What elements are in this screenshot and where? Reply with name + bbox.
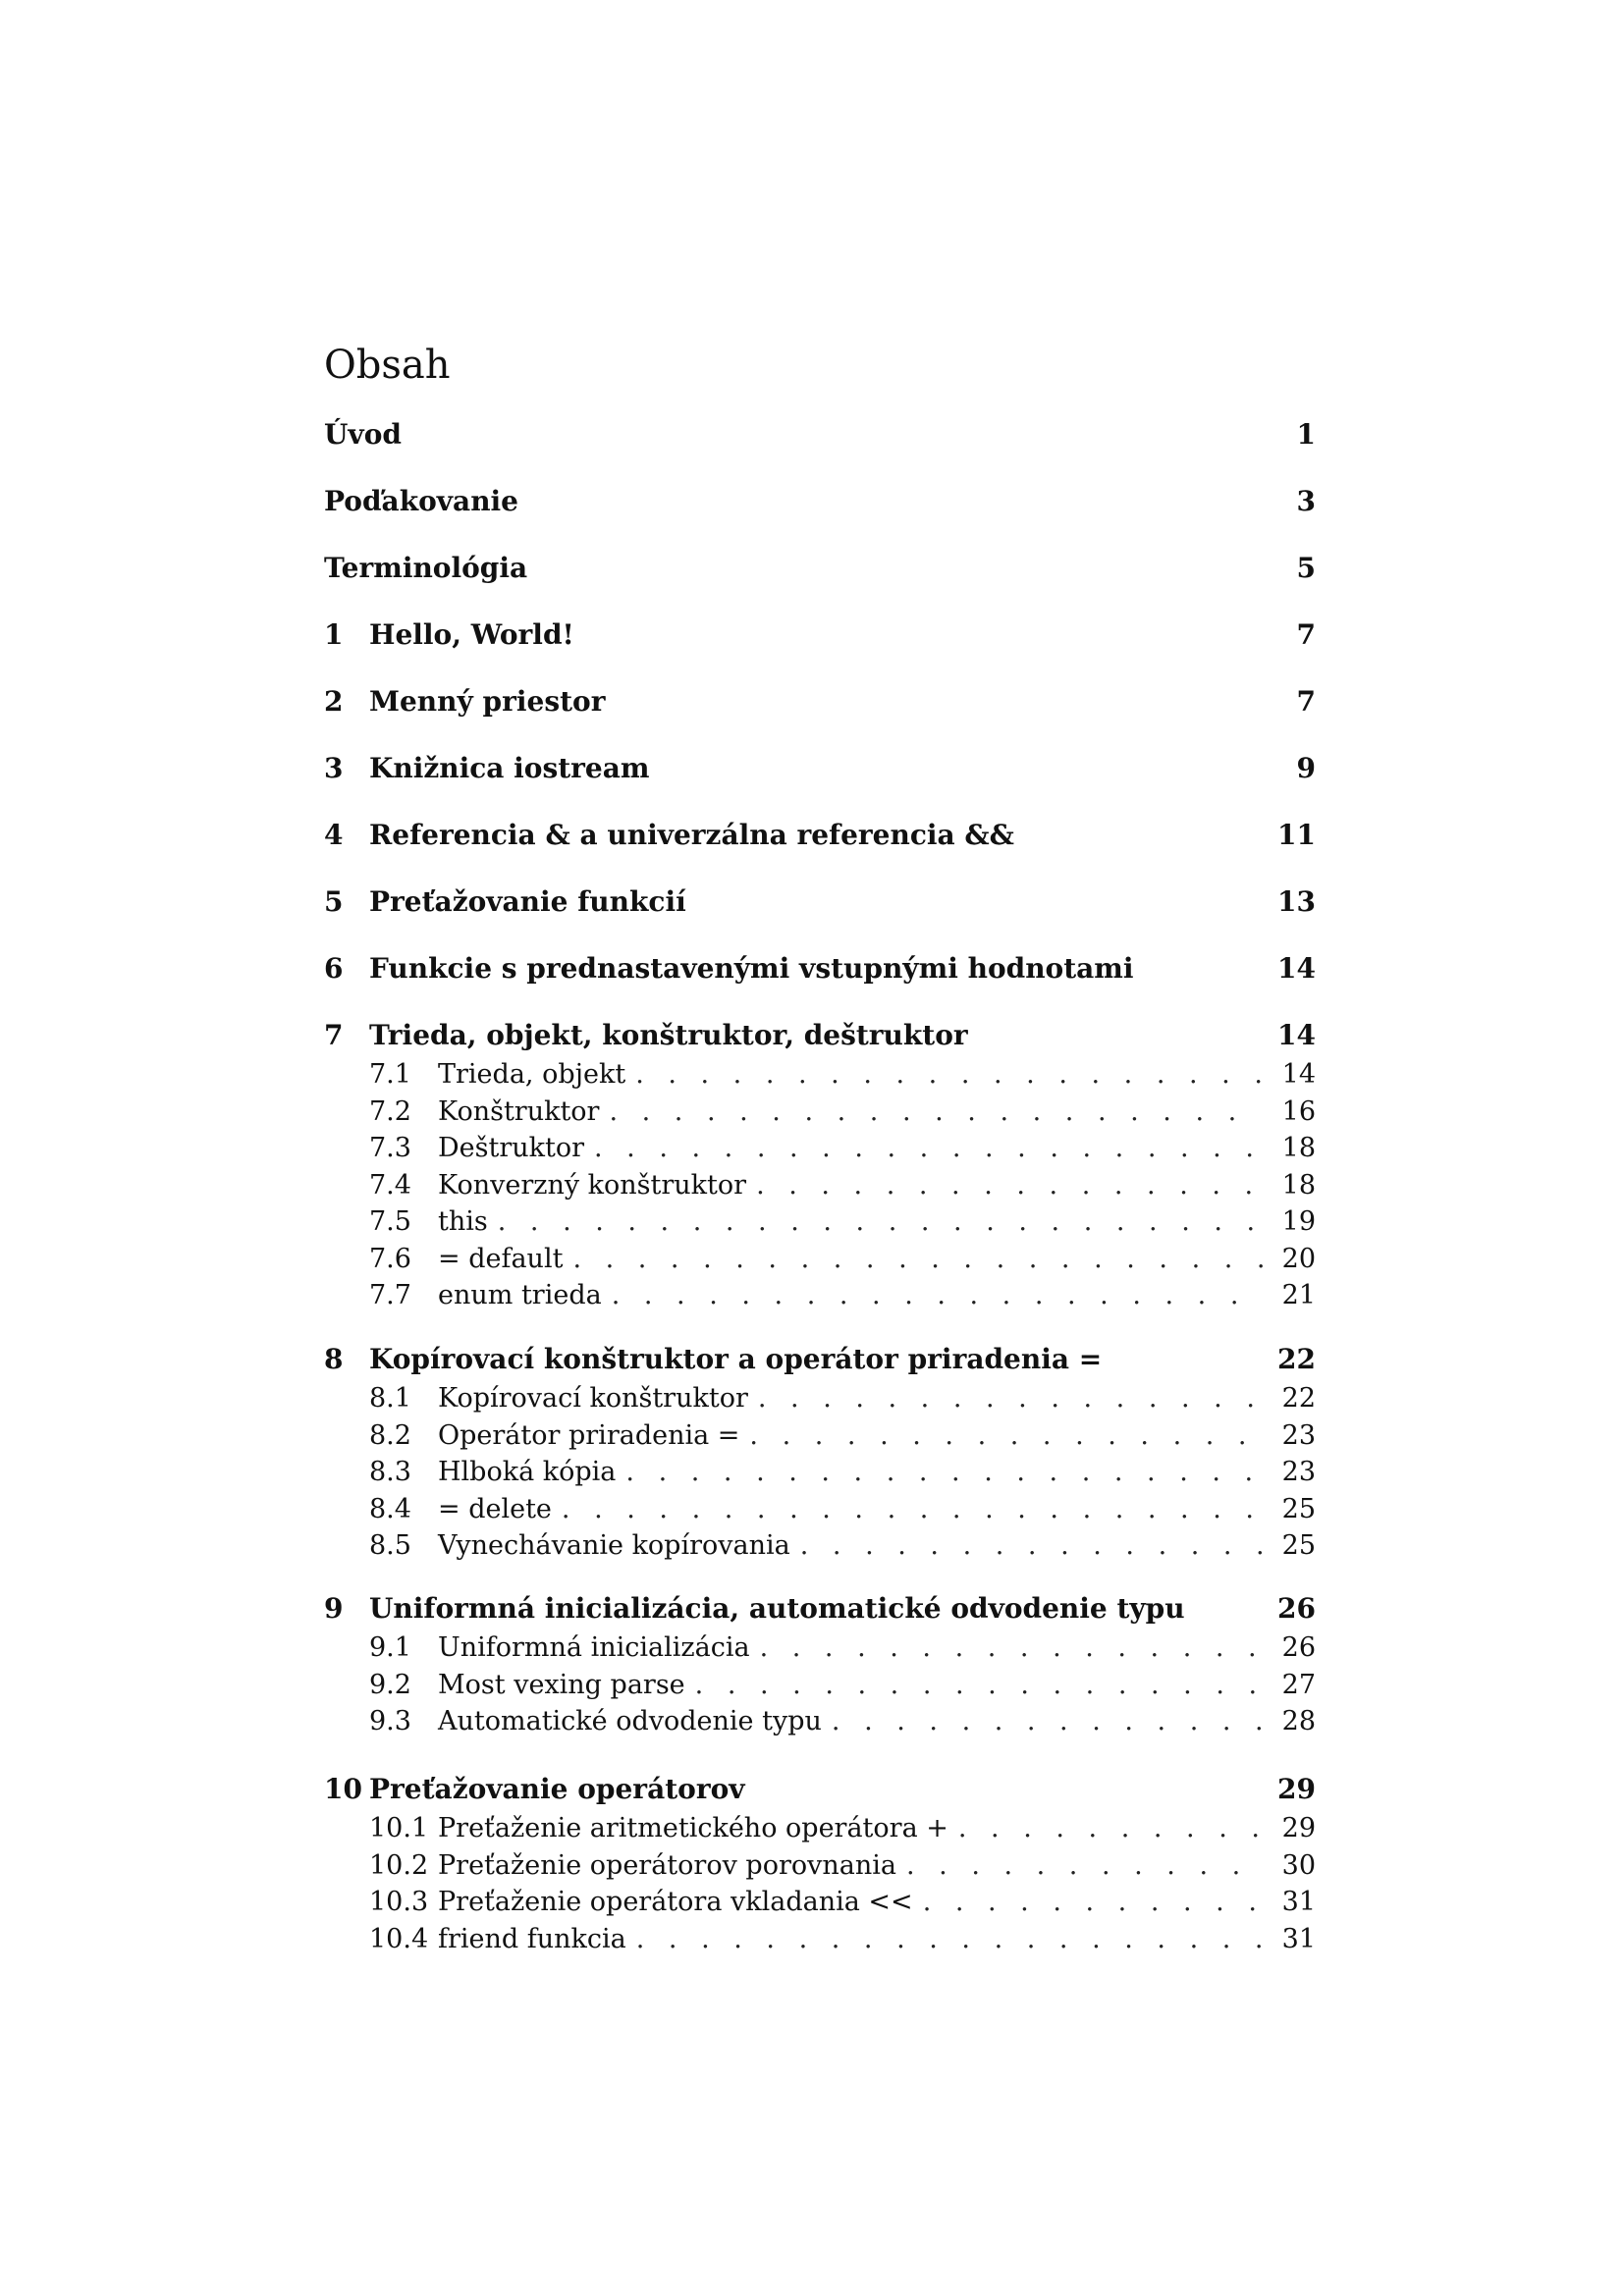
toc-entry-label: Kopírovací konštruktor a operátor priradenia = xyxy=(369,1343,1103,1375)
toc-entry-page: 9 xyxy=(1296,752,1316,784)
toc-subentry[interactable] xyxy=(324,1921,1316,1958)
toc-subentry-page: 19 xyxy=(1281,1206,1316,1237)
toc-entry[interactable] xyxy=(324,613,1316,658)
toc-entry[interactable] xyxy=(324,946,1316,991)
toc-subentry-label: Uniformná inicializácia xyxy=(438,1632,750,1663)
toc-subentry-page: 16 xyxy=(1281,1095,1316,1127)
toc-subentry-label: Deštruktor xyxy=(438,1133,585,1163)
dot-leader xyxy=(594,1130,1263,1167)
toc-subentry-page: 18 xyxy=(1281,1133,1316,1163)
toc-subentry-number: 8.3 xyxy=(369,1457,411,1487)
toc-entry[interactable] xyxy=(324,1586,1316,1631)
toc-subentry[interactable] xyxy=(324,1667,1316,1704)
toc-subentry-number: 8.4 xyxy=(369,1493,411,1524)
toc-subentry-label: Most vexing parse xyxy=(438,1669,685,1700)
toc-subentry-page: 23 xyxy=(1281,1419,1316,1451)
toc-entry-page: 14 xyxy=(1277,952,1316,985)
toc-entry[interactable] xyxy=(324,679,1316,724)
toc-entry-number: 4 xyxy=(324,819,344,851)
toc-subentry[interactable] xyxy=(324,1629,1316,1667)
toc-subentry-number: 10.3 xyxy=(369,1887,429,1917)
dot-leader xyxy=(756,1167,1263,1204)
toc-subentry-page: 14 xyxy=(1281,1059,1316,1090)
toc-entry[interactable] xyxy=(324,479,1316,524)
toc-subentry-page: 18 xyxy=(1281,1169,1316,1201)
toc-entry-page: 1 xyxy=(1296,418,1316,451)
toc-entry[interactable] xyxy=(324,1337,1316,1382)
toc-subentry[interactable] xyxy=(324,1884,1316,1921)
toc-subentry-label: Operátor priradenia = xyxy=(438,1419,740,1451)
toc-subentry-number: 7.5 xyxy=(369,1206,411,1237)
toc-subentry-page: 25 xyxy=(1281,1493,1316,1524)
toc-subentry-label: Konštruktor xyxy=(438,1095,600,1127)
toc-subentry-label: = delete xyxy=(438,1493,552,1524)
toc-subentry-number: 9.1 xyxy=(369,1632,411,1663)
toc-entry-label: Poďakovanie xyxy=(324,485,518,517)
toc-entry-label: Hello, World! xyxy=(369,618,574,651)
toc-entry[interactable] xyxy=(324,1767,1316,1812)
toc-entry-page: 3 xyxy=(1296,485,1316,517)
toc-subentry[interactable] xyxy=(324,1130,1316,1167)
toc-subentry-page: 31 xyxy=(1281,1923,1316,1954)
toc-subentry[interactable] xyxy=(324,1094,1316,1131)
toc-subentry-page: 31 xyxy=(1281,1887,1316,1917)
toc-entry-number: 10 xyxy=(324,1773,362,1805)
toc-entry[interactable] xyxy=(324,412,1316,457)
toc-entry-page: 14 xyxy=(1277,1019,1316,1051)
toc-subentry-label: Kopírovací konštruktor xyxy=(438,1383,748,1414)
toc-subentry-number: 10.2 xyxy=(369,1849,429,1881)
toc-entry-page: 26 xyxy=(1277,1592,1316,1625)
toc-subentry[interactable] xyxy=(324,1167,1316,1204)
toc-subentry-number: 7.4 xyxy=(369,1169,411,1201)
dot-leader xyxy=(498,1203,1263,1241)
toc-entry-number: 2 xyxy=(324,685,344,718)
toc-entry-page: 7 xyxy=(1296,618,1316,651)
dot-leader xyxy=(832,1703,1263,1740)
dot-leader xyxy=(695,1667,1263,1704)
toc-subentry[interactable] xyxy=(324,1454,1316,1491)
toc-subentry[interactable] xyxy=(324,1241,1316,1278)
toc-subentry-label: Preťaženie operátora vkladania << xyxy=(438,1887,913,1917)
toc-subentry[interactable] xyxy=(324,1203,1316,1241)
toc-subentry-number: 8.5 xyxy=(369,1530,411,1561)
toc-entry-page: 22 xyxy=(1277,1343,1316,1375)
toc-entry-label: Funkcie s prednastavenými vstupnými hodnotami xyxy=(369,952,1134,985)
toc-entry-label: Knižnica iostream xyxy=(369,752,650,784)
dot-leader xyxy=(636,1921,1263,1958)
toc-subentry[interactable] xyxy=(324,1810,1316,1847)
toc-subentry-number: 7.2 xyxy=(369,1095,411,1127)
toc-subentry-label: Preťaženie aritmetického operátora + xyxy=(438,1813,948,1843)
toc-subentry[interactable] xyxy=(324,1527,1316,1565)
toc-entry-number: 9 xyxy=(324,1592,344,1625)
toc-entry-label: Terminológia xyxy=(324,552,528,584)
toc-subentry-label: this xyxy=(438,1206,488,1237)
toc-subentry[interactable] xyxy=(324,1703,1316,1740)
toc-subentry-label: enum trieda xyxy=(438,1280,602,1310)
toc-subentry-number: 9.2 xyxy=(369,1669,411,1700)
toc-entry-label: Menný priestor xyxy=(369,685,606,718)
dot-leader xyxy=(572,1241,1263,1278)
toc-subentry-page: 30 xyxy=(1281,1849,1316,1881)
toc-subentry[interactable] xyxy=(324,1491,1316,1528)
toc-subentry-number: 7.6 xyxy=(369,1243,411,1274)
toc-entry[interactable] xyxy=(324,746,1316,791)
dot-leader xyxy=(635,1056,1263,1094)
toc-subentry-number: 10.1 xyxy=(369,1813,429,1843)
dot-leader xyxy=(760,1629,1263,1667)
toc-subentry-label: Automatické odvodenie typu xyxy=(438,1706,822,1736)
toc-subentry-number: 8.2 xyxy=(369,1419,411,1451)
toc-entry-page: 5 xyxy=(1296,552,1316,584)
toc-subentry-label: friend funkcia xyxy=(438,1923,626,1954)
dot-leader xyxy=(612,1277,1263,1314)
dot-leader xyxy=(758,1380,1263,1417)
toc-entry-label: Trieda, objekt, konštruktor, deštruktor xyxy=(369,1019,968,1051)
toc-subentry-page: 23 xyxy=(1281,1457,1316,1487)
toc-subentry-page: 22 xyxy=(1281,1383,1316,1414)
toc-subentry-page: 21 xyxy=(1281,1280,1316,1310)
dot-leader xyxy=(923,1884,1263,1921)
toc-entry-number: 1 xyxy=(324,618,344,651)
toc-subentry-label: Trieda, objekt xyxy=(438,1059,626,1090)
toc-subentry[interactable] xyxy=(324,1056,1316,1094)
toc-subentry[interactable] xyxy=(324,1417,1316,1455)
toc-subentry-number: 9.3 xyxy=(369,1706,411,1736)
toc-entry[interactable] xyxy=(324,813,1316,858)
toc-subentry-number: 7.7 xyxy=(369,1280,411,1310)
toc-entry-page: 29 xyxy=(1277,1773,1316,1805)
toc-subentry-label: Vynechávanie kopírovania xyxy=(438,1530,790,1561)
dot-leader xyxy=(749,1417,1263,1455)
toc-entry-number: 6 xyxy=(324,952,344,985)
toc-subentry-number: 7.3 xyxy=(369,1133,411,1163)
toc-subentry-label: Preťaženie operátorov porovnania xyxy=(438,1849,896,1881)
toc-entry-label: Úvod xyxy=(324,418,402,451)
dot-leader xyxy=(562,1491,1263,1528)
toc-entry[interactable] xyxy=(324,880,1316,925)
toc-entry-label: Preťažovanie funkcií xyxy=(369,885,686,918)
toc-subentry-label: Hlboká kópia xyxy=(438,1457,617,1487)
dot-leader xyxy=(609,1094,1263,1131)
toc-subentry-page: 26 xyxy=(1281,1632,1316,1663)
toc-entry-label: Uniformná inicializácia, automatické odvodenie typu xyxy=(369,1592,1185,1625)
toc-entry-number: 7 xyxy=(324,1019,344,1051)
toc-entry[interactable] xyxy=(324,546,1316,591)
dot-leader xyxy=(906,1847,1263,1885)
toc-entry-page: 13 xyxy=(1277,885,1316,918)
toc-entry-number: 8 xyxy=(324,1343,344,1375)
toc-subentry-number: 7.1 xyxy=(369,1059,411,1090)
toc-subentry-number: 10.4 xyxy=(369,1923,429,1954)
toc-subentry-page: 25 xyxy=(1281,1530,1316,1561)
toc-subentry-page: 27 xyxy=(1281,1669,1316,1700)
toc-subentry-label: Konverzný konštruktor xyxy=(438,1169,747,1201)
toc-entry-page: 11 xyxy=(1277,819,1316,851)
table-of-contents xyxy=(324,0,1316,2296)
toc-subentry[interactable] xyxy=(324,1277,1316,1314)
dot-leader xyxy=(958,1810,1263,1847)
toc-subentry-label: = default xyxy=(438,1243,564,1274)
toc-subentry-page: 20 xyxy=(1281,1243,1316,1274)
toc-entry[interactable] xyxy=(324,1013,1316,1058)
toc-subentry-page: 28 xyxy=(1281,1706,1316,1736)
toc-entry-page: 7 xyxy=(1296,685,1316,718)
toc-entry-label: Preťažovanie operátorov xyxy=(369,1773,745,1805)
page-title: Obsah xyxy=(324,343,451,388)
toc-subentry-page: 29 xyxy=(1281,1813,1316,1843)
toc-subentry[interactable] xyxy=(324,1380,1316,1417)
toc-entry-number: 5 xyxy=(324,885,344,918)
toc-entry-number: 3 xyxy=(324,752,344,784)
dot-leader xyxy=(800,1527,1263,1565)
toc-subentry-number: 8.1 xyxy=(369,1383,411,1414)
dot-leader xyxy=(625,1454,1263,1491)
toc-subentry[interactable] xyxy=(324,1847,1316,1885)
toc-entry-label: Referencia & a univerzálna referencia && xyxy=(369,819,1014,851)
